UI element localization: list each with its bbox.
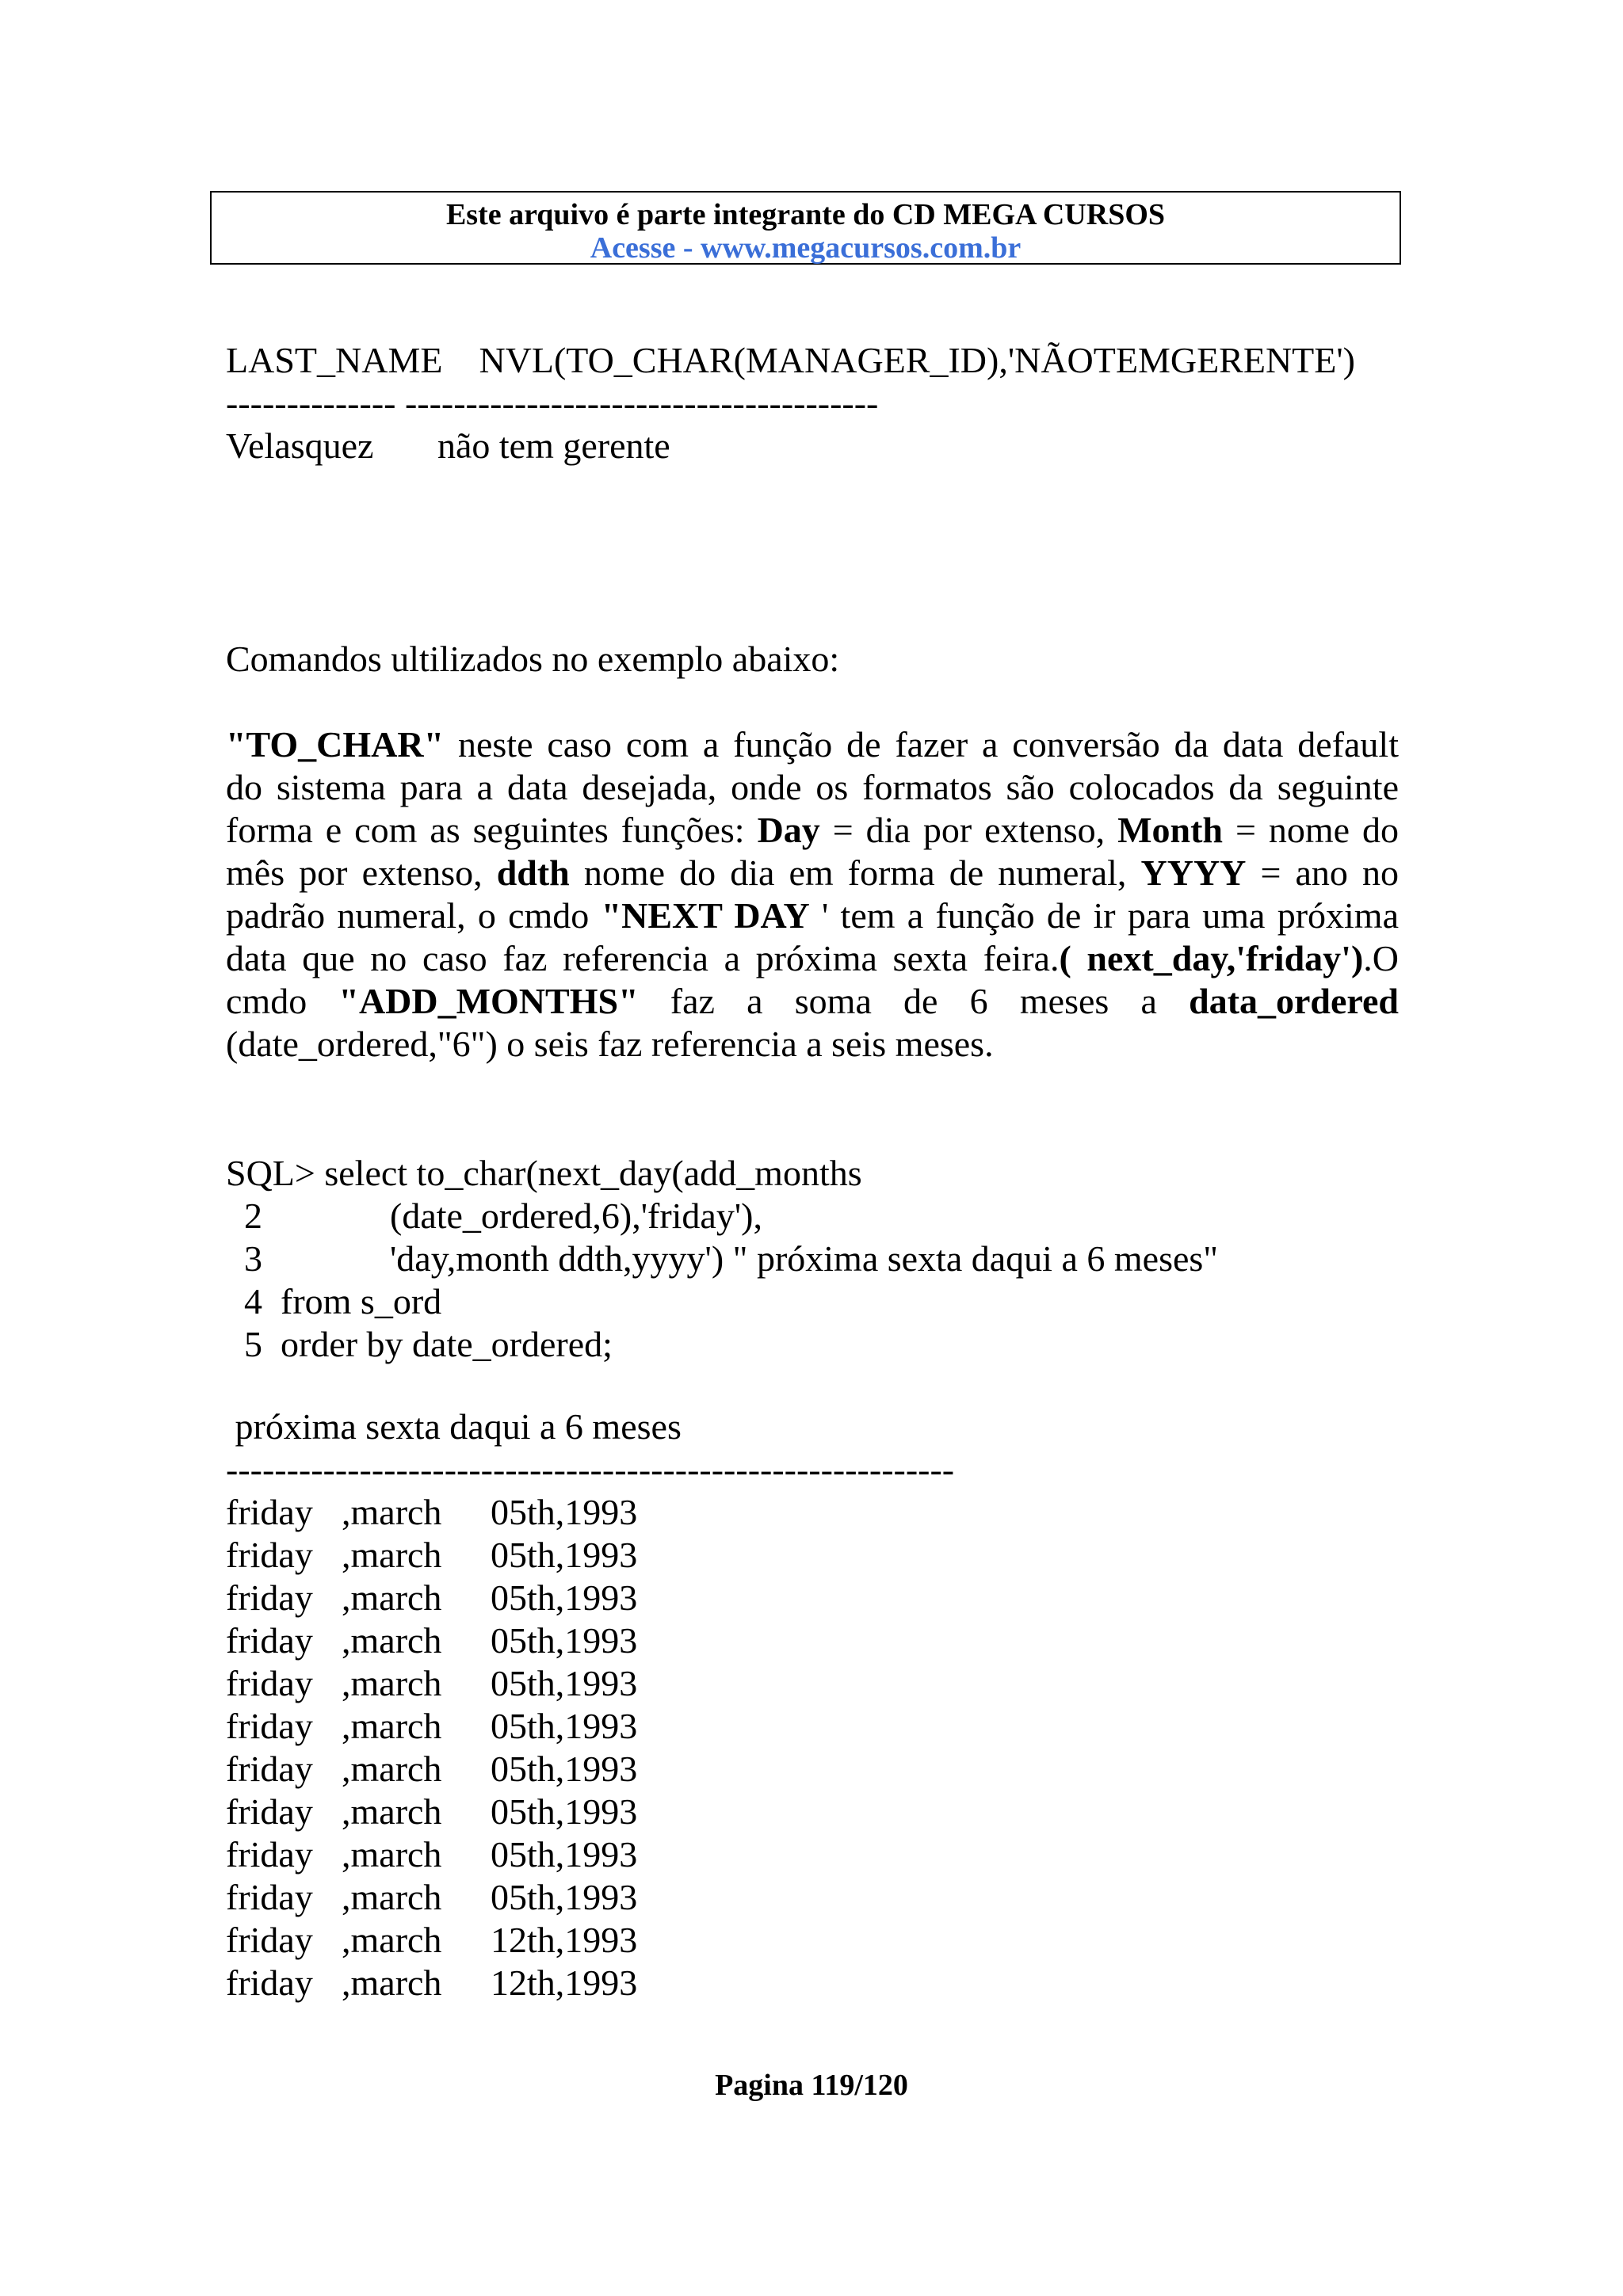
sql-line-4: 4 from s_ord (226, 1281, 442, 1322)
bold-term: "TO_CHAR" (226, 724, 445, 765)
result-separator: ------------------------------------------------------------ (226, 1449, 955, 1489)
result-day: friday (226, 1663, 313, 1703)
paragraph-line (226, 809, 1399, 852)
bold-term: "ADD_MONTHS" (338, 981, 639, 1021)
query1-row: Velasquez não tem gerente (226, 425, 670, 466)
paragraph-text: faz a soma de 6 meses a (638, 981, 1190, 1021)
paragraph-line (226, 894, 1399, 937)
explanation-paragraph (226, 723, 1399, 1066)
paragraph-text: neste caso com a função de fazer a conversão da data default (444, 724, 1399, 765)
page-number: Pagina 119/120 (715, 2069, 908, 2102)
result-month: ,march (342, 1749, 442, 1789)
bold-term: Day (757, 810, 820, 850)
header-link[interactable]: Acesse - www.megacursos.com.br (590, 231, 1022, 265)
paragraph-text: = ano no (1246, 852, 1399, 893)
result-month: ,march (342, 1663, 442, 1703)
query1-column-header: LAST_NAME NVL(TO_CHAR(MANAGER_ID),'NÃOTEMGERENTE') (226, 340, 1355, 380)
paragraph-text: ' tem a função de ir para uma próxima (809, 895, 1399, 936)
result-day: friday (226, 1834, 313, 1875)
paragraph-text: mês por extenso, (226, 852, 497, 893)
result-date: 05th,1993 (491, 1877, 638, 1917)
result-day: friday (226, 1749, 313, 1789)
bold-term: ( next_day,'friday') (1059, 938, 1364, 978)
result-day: friday (226, 1962, 313, 2003)
result-date: 05th,1993 (491, 1492, 638, 1532)
result-date: 05th,1993 (491, 1620, 638, 1661)
result-day: friday (226, 1706, 313, 1746)
paragraph-text: padrão numeral, o cmdo (226, 895, 601, 936)
result-date: 05th,1993 (491, 1834, 638, 1875)
bold-term: Month (1117, 810, 1223, 850)
result-month: ,march (342, 1535, 442, 1575)
sql-line-2: 2 (date_ordered,6),'friday'), (226, 1196, 762, 1236)
result-date: 05th,1993 (491, 1535, 638, 1575)
result-day: friday (226, 1920, 313, 1960)
result-day: friday (226, 1877, 313, 1917)
result-date: 05th,1993 (491, 1749, 638, 1789)
result-day: friday (226, 1535, 313, 1575)
paragraph-line (226, 723, 1399, 766)
result-day: friday (226, 1791, 313, 1832)
result-month: ,march (342, 1791, 442, 1832)
result-month: ,march (342, 1577, 442, 1618)
sql-line-5: 5 order by date_ordered; (226, 1324, 613, 1364)
paragraph-line (226, 852, 1399, 894)
result-day: friday (226, 1577, 313, 1618)
paragraph-text: = dia por extenso, (819, 810, 1118, 850)
result-date: 12th,1993 (491, 1920, 638, 1960)
paragraph-text: = nome do (1222, 810, 1399, 850)
bold-term: ddth (496, 852, 570, 893)
sql-line-3: 3 'day,month ddth,yyyy') " próxima sexta daqui a 6 meses" (226, 1238, 1219, 1279)
paragraph-line (226, 937, 1399, 980)
paragraph-text: forma e com as seguintes funções: (226, 810, 758, 850)
bold-term: "NEXT DAY (601, 895, 810, 936)
query1-separator: -------------- --------------------------------------- (226, 383, 879, 423)
paragraph-line: do sistema para a data desejada, onde os formatos são colocados da seguinte (226, 767, 1399, 807)
result-date: 05th,1993 (491, 1663, 638, 1703)
result-month: ,march (342, 1920, 442, 1960)
paragraph-text: .O (1363, 938, 1399, 978)
result-month: ,march (342, 1706, 442, 1746)
result-date: 12th,1993 (491, 1962, 638, 2003)
result-day: friday (226, 1620, 313, 1661)
result-date: 05th,1993 (491, 1706, 638, 1746)
result-day: friday (226, 1492, 313, 1532)
bold-term: YYYY (1140, 852, 1247, 893)
result-date: 05th,1993 (491, 1577, 638, 1618)
paragraph-line (226, 980, 1399, 1023)
bold-term: data_ordered (1189, 981, 1399, 1021)
result-month: ,march (342, 1620, 442, 1661)
sql-line-1: SQL> select to_char(next_day(add_months (226, 1153, 862, 1193)
paragraph-text: data que no caso faz referencia a próxima sexta feira. (226, 938, 1060, 978)
intro-text: Comandos ultilizados no exemplo abaixo: (226, 639, 840, 679)
result-month: ,march (342, 1492, 442, 1532)
paragraph-line: (date_ordered,"6") o seis faz referencia a seis meses. (226, 1024, 994, 1064)
paragraph-text: nome do dia em forma de numeral, (569, 852, 1141, 893)
header-box (210, 191, 1401, 265)
header-title: Este arquivo é parte integrante do CD MEGA CURSOS (445, 198, 1166, 231)
result-month: ,march (342, 1962, 442, 2003)
paragraph-text: cmdo (226, 981, 339, 1021)
result-date: 05th,1993 (491, 1791, 638, 1832)
result-month: ,march (342, 1877, 442, 1917)
result-month: ,march (342, 1834, 442, 1875)
result-column-header: próxima sexta daqui a 6 meses (226, 1406, 682, 1447)
